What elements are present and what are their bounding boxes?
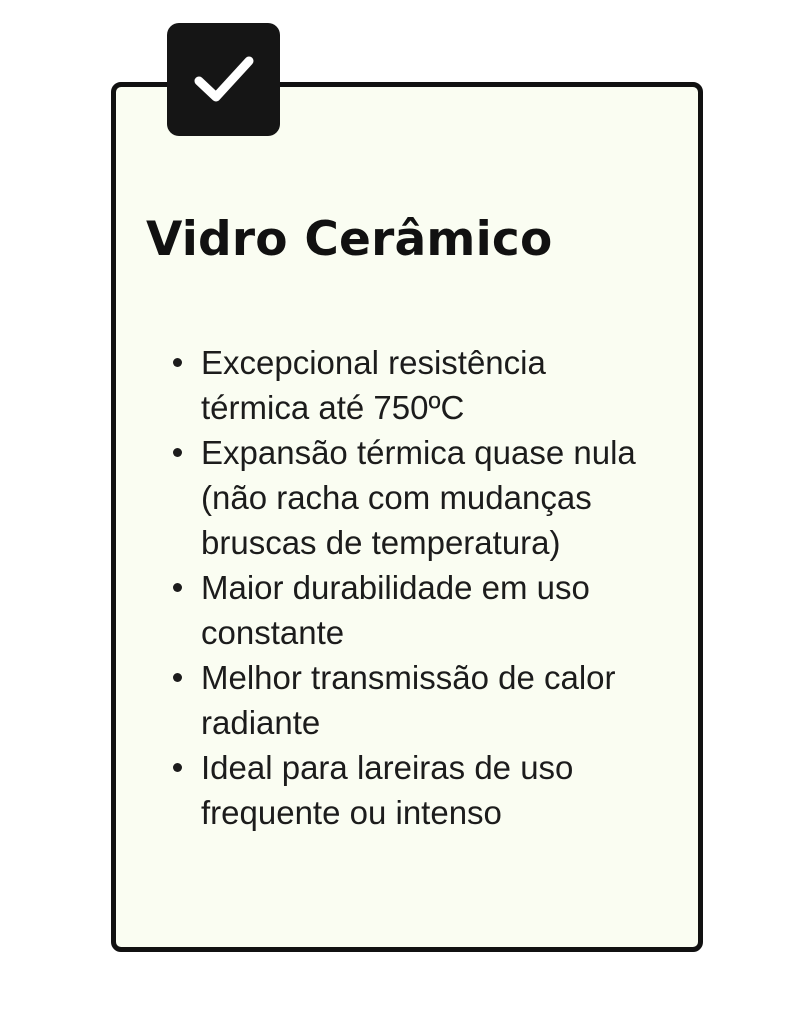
list-item [173,430,643,565]
check-badge [167,23,280,136]
bullet-icon [173,763,182,772]
bullet-icon [173,673,182,682]
list-item-text: Excepcional resistência térmica até 750ºC [201,344,546,426]
bullet-icon [173,448,182,457]
list-item-text: Expansão térmica quase nula (não racha com mudanças bruscas de temperatura) [201,434,636,561]
bullet-icon [173,358,182,367]
list-item [173,565,643,655]
check-icon [185,41,263,119]
list-item-text: Maior durabilidade em uso constante [201,569,590,651]
card-title: Vidro Cerâmico [146,212,553,267]
list-item [173,655,643,745]
bullet-icon [173,583,182,592]
feature-list [173,340,643,835]
list-item-text: Ideal para lareiras de uso frequente ou intenso [201,749,574,831]
list-item [173,745,643,835]
list-item-text: Melhor transmissão de calor radiante [201,659,616,741]
list-item [173,340,643,430]
